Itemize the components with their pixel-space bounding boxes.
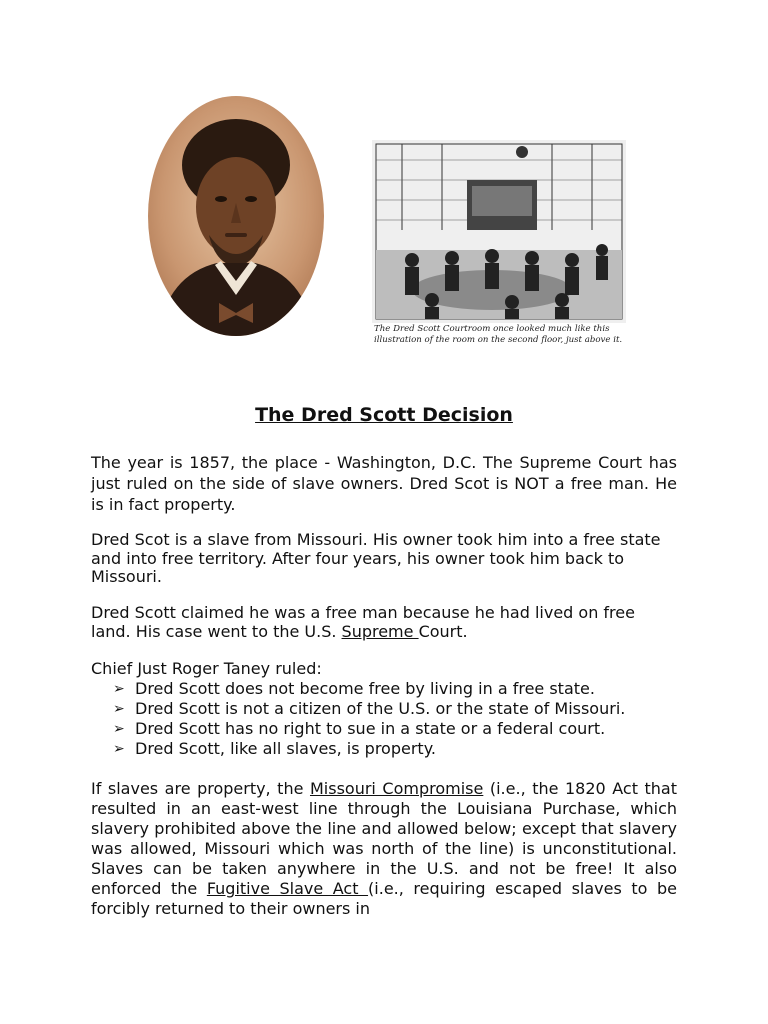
ruling-item-text: Dred Scott, like all slaves, is property. (135, 739, 436, 758)
ruling-item-text: Dred Scott does not become free by living in a free state. (135, 679, 595, 698)
paragraph-claim (91, 604, 677, 641)
arrow-bullet-icon: ➢ (113, 721, 125, 737)
consequences-text-3: (i.e., requiring escaped slaves to be forcibly returned to their owners in (91, 879, 677, 918)
caption-line-1: The Dred Scott Courtroom once looked much like this (374, 324, 610, 334)
ruling-item-text: Dred Scott has no right to sue in a state or a federal court. (135, 719, 606, 738)
missouri-compromise-link[interactable]: Missouri Compromise (309, 779, 484, 798)
paragraph-intro: The year is 1857, the place - Washington, D.C. The Supreme Court has just ruled on the side of slave owners. Dred Scot is NOT a free man. He is in fact property. (91, 453, 677, 514)
claim-text-start: Dred Scott claimed he was a free man because he had lived on free land. His case went to the U.S. (91, 603, 635, 641)
dred-scott-portrait (147, 95, 325, 337)
paragraph-consequences (91, 779, 677, 919)
fugitive-slave-act-link[interactable]: Fugitive Slave Act (206, 879, 369, 898)
ruling-list (91, 679, 677, 759)
portrait-image (147, 95, 325, 337)
courtroom-image (372, 140, 626, 323)
ruling-section (91, 659, 677, 759)
claim-text-end: Court. (418, 621, 468, 641)
ruling-item (113, 719, 677, 739)
ruling-item (113, 699, 677, 719)
consequences-text-1: If slaves are property, the (91, 779, 310, 798)
consequences-text-2: (i.e., the 1820 Act that resulted in an east-west line through the Louisiana Purchase, which slavery prohibited above the line and allowed below; except that slavery was allowed, Missouri which was north of the line) is unconstitutional. Slaves can be taken anywhere in the U.S. and not be free! It also enforced the (91, 779, 678, 898)
image-caption (374, 324, 634, 346)
document-title: The Dred Scott Decision (255, 404, 513, 426)
arrow-bullet-icon: ➢ (113, 701, 125, 717)
ruling-item (113, 679, 677, 699)
paragraph-background: Dred Scot is a slave from Missouri. His owner took him into a free state and into free territory. After four years, his owner took him back to Missouri. (91, 530, 661, 586)
ruling-item-text: Dred Scott is not a citizen of the U.S. or the state of Missouri. (135, 699, 626, 718)
arrow-bullet-icon: ➢ (113, 741, 125, 757)
courtroom-illustration (372, 140, 626, 323)
caption-line-2: illustration of the room on the second floor, just above it. (374, 335, 623, 345)
ruling-item (113, 739, 677, 759)
supreme-court-link[interactable]: Supreme (341, 621, 419, 641)
arrow-bullet-icon: ➢ (113, 681, 125, 697)
ruling-intro: Chief Just Roger Taney ruled: (91, 659, 322, 678)
